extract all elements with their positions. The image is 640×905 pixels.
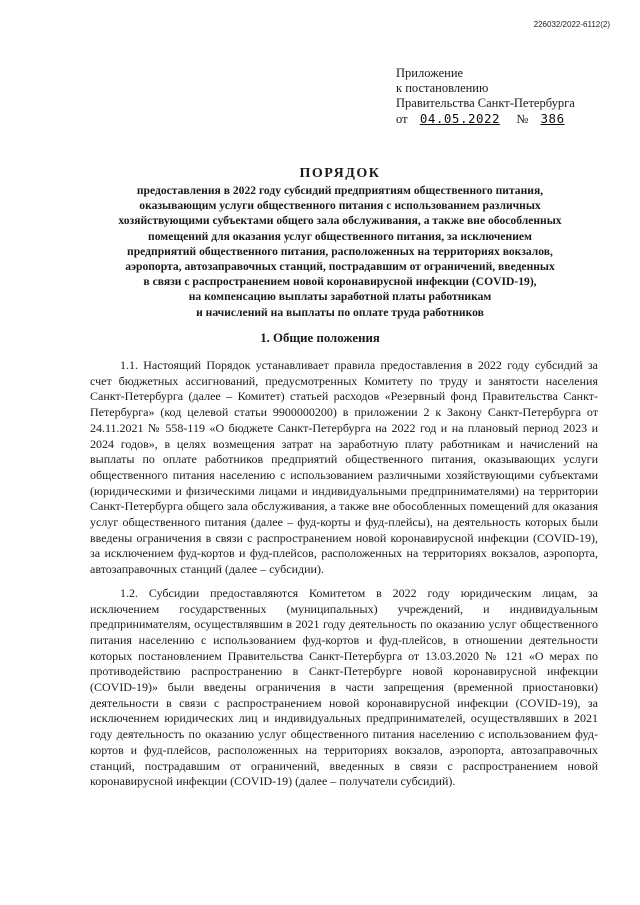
document-body [90, 358, 598, 798]
title-line: помещений для оказания услуг общественного питания, за исключением [148, 229, 532, 243]
title-line: в связи с распространением новой коронавирусной инфекции (COVID-19), [143, 275, 537, 289]
title-line: на компенсацию выплаты заработной платы работникам [188, 290, 492, 304]
title-line: предоставления в 2022 году субсидий предприятиям общественного питания, [136, 184, 544, 197]
title-main: ПОРЯДОК [299, 166, 381, 181]
paragraph-1-2: 1.2. Субсидии предоставляются Комитетом в 2022 году юридическим лицам, за исключением государственных (муниципальных) учреждений, и индивидуальным предпринимателям, осуществлявшим в 2021 году деятельность по оказанию услуг общественного питания населению с использованием фуд-кортов и фуд-плейсов, в отношении деятельности которых постановлением Правительства Санкт-Петербурга от 13.03.2020 № 121 «О мерах по противодействию распространению в Санкт-Петербурге новой коронавирусной инфекции (COVID-19)» были введены ограничения в части запрещения (временной приостановки) деятельности в связи с распространением новой коронавирусной инфекции (COVID-19), за исключением юридических лиц и индивидуальных предпринимателей, осуществлявших в 2021 году деятельность по оказанию услуг общественного питания населению с использованием фуд-кортов и фуд-плейсов, расположенных на территориях вокзалов, аэропорта, автозаправочных станций, пострадавшим от ограничений, введенных в связи с распространением новой коронавирусной инфекции (COVID-19) (далее – получатели субсидий). [90, 585, 598, 789]
decree-number: 386 [540, 111, 565, 126]
from-label: от [396, 112, 408, 126]
document-code: 226032/2022-6112(2) [533, 20, 610, 29]
appendix-line-3: Правительства Санкт-Петербурга [396, 96, 575, 110]
appendix-line-2: к постановлению [396, 81, 489, 95]
title-line: и начислений на выплаты по оплате труда работников [196, 305, 484, 319]
title-line: предприятий общественного питания, расположенных на территориях вокзалов, [127, 244, 553, 258]
appendix-date-line [396, 111, 606, 127]
title-line: аэропорта, автозаправочных станций, пострадавшим от ограничений, введенных [125, 260, 555, 274]
title-line: хозяйствующими субъектами общего зала обслуживания, а также вне обособленных [118, 214, 562, 228]
section-heading: 1. Общие положения [260, 331, 380, 345]
appendix-line-1: Приложение [396, 66, 464, 80]
decree-date: 04.05.2022 [419, 111, 501, 126]
document-title [60, 165, 620, 320]
paragraph-1-1: 1.1. Настоящий Порядок устанавливает правила предоставления в 2022 году субсидий за счет бюджетных ассигнований, предусмотренных Комитету по труду и занятости населения Санкт-Петербурга (далее – Комитет) статьей расходов «Резервный фонд Правительства Санкт-Петербурга» (код целевой статьи 9900000200) в приложении 2 к Закону Санкт-Петербурга от 24.11.2021 № 558-119 «О бюджете Санкт-Петербурга на 2022 год и на плановый период 2023 и 2024 годов», в целях возмещения затрат на заработную плату работникам и начислений на выплаты по оплате работников предприятий общественного питания, оказывающих услуги общественного питания населению с использованием различными хозяйствующими субъектами (юридическими и физическими лицами и индивидуальными предпринимателями) на территории Санкт-Петербурга общего зала обслуживания, а также вне обособленных помещений для оказания услуг общественного питания (далее – фуд-корты и фуд-плейсы), на деятельность которых были введены ограничения в связи с распространением новой коронавирусной инфекции (COVID-19), за исключением фуд-кортов и фуд-плейсов, расположенных на территориях вокзалов, аэропорта, автозаправочных станций (далее – субсидии). [90, 358, 598, 577]
appendix-block [396, 66, 606, 127]
title-line: оказывающим услуги общественного питания с использованием различных [139, 199, 541, 213]
number-label: № [516, 112, 529, 126]
